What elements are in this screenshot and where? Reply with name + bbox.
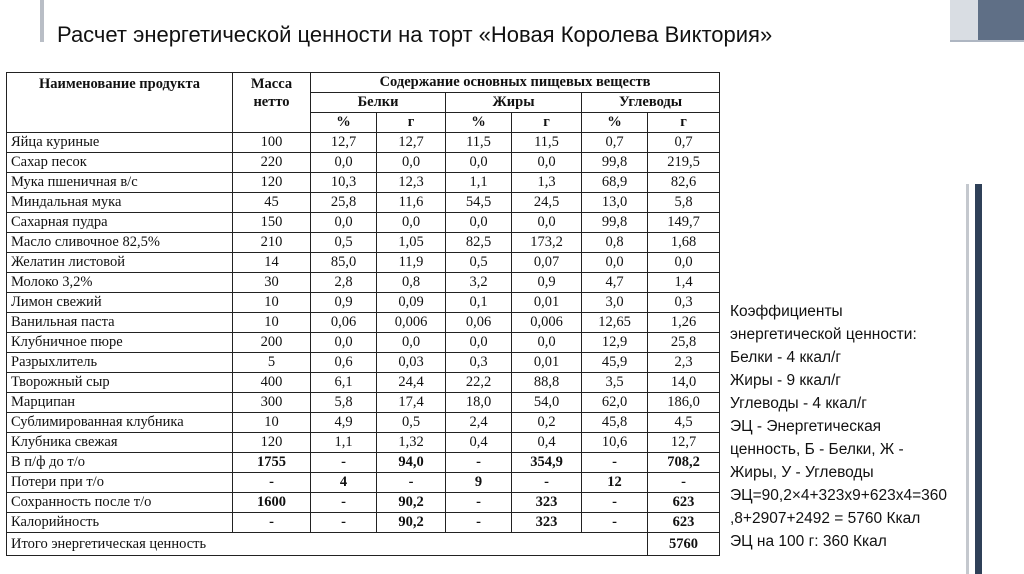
cell-carbs-g: 0,3 [648,293,720,313]
decor-line-top-right [950,40,1024,42]
cell-carbs-pct: 62,0 [582,393,648,413]
table-row [7,193,720,213]
table-row [7,213,720,233]
cell-carbs-g: 623 [648,493,720,513]
cell-fats-pct: 0,0 [446,333,512,353]
cell-mass: 120 [233,173,311,193]
header-proteins: Белки [311,93,446,113]
cell-carbs-pct: 68,9 [582,173,648,193]
cell-product-name: Творожный сыр [7,373,233,393]
cell-carbs-g: 186,0 [648,393,720,413]
cell-carbs-pct: 45,9 [582,353,648,373]
cell-mass: 300 [233,393,311,413]
cell-proteins-g: 11,9 [377,253,446,273]
cell-proteins-pct: 0,0 [311,213,377,233]
cell-product-name: Масло сливочное 82,5% [7,233,233,253]
cell-fats-pct: 0,1 [446,293,512,313]
cell-fats-pct: 2,4 [446,413,512,433]
cell-product-name: Лимон свежий [7,293,233,313]
cell-carbs-g: 219,5 [648,153,720,173]
table-row [7,473,720,493]
cell-proteins-pct: - [311,453,377,473]
cell-carbs-pct: 3,5 [582,373,648,393]
cell-proteins-g: 0,09 [377,293,446,313]
cell-fats-g: 0,01 [512,293,582,313]
cell-proteins-g: 94,0 [377,453,446,473]
cell-fats-g: 0,4 [512,433,582,453]
coefficient-line: ЭЦ=90,2×4+323x9+623x4=360 [730,487,947,504]
cell-carbs-pct: 45,8 [582,413,648,433]
cell-proteins-g: 1,05 [377,233,446,253]
cell-carbs-pct: 0,7 [582,133,648,153]
cell-proteins-g: 12,7 [377,133,446,153]
cell-carbs-pct: 4,7 [582,273,648,293]
table-row [7,313,720,333]
cell-product-name: Калорийность [7,513,233,533]
cell-product-name: Потери при т/о [7,473,233,493]
header-fats-pct: % [446,113,512,133]
cell-proteins-pct: 10,3 [311,173,377,193]
cell-carbs-g: 25,8 [648,333,720,353]
cell-fats-pct: 0,5 [446,253,512,273]
cell-fats-g: - [512,473,582,493]
cell-proteins-g: 0,8 [377,273,446,293]
cell-proteins-pct: 12,7 [311,133,377,153]
cell-carbs-pct: 0,0 [582,253,648,273]
total-label: Итого энергетическая ценность [7,533,648,556]
cell-fats-pct: 0,4 [446,433,512,453]
cell-fats-pct: 3,2 [446,273,512,293]
table-row [7,413,720,433]
cell-fats-pct: 0,0 [446,213,512,233]
cell-mass: - [233,513,311,533]
cell-carbs-pct: 99,8 [582,153,648,173]
header-product-name: Наименование продукта [7,73,233,133]
cell-carbs-g: 12,7 [648,433,720,453]
cell-fats-g: 0,0 [512,213,582,233]
decor-bar-top-left [40,0,44,42]
cell-proteins-pct: 85,0 [311,253,377,273]
cell-fats-pct: - [446,493,512,513]
cell-fats-g: 0,006 [512,313,582,333]
cell-carbs-g: - [648,473,720,493]
cell-proteins-pct: 0,06 [311,313,377,333]
cell-proteins-g: 11,6 [377,193,446,213]
cell-mass: 14 [233,253,311,273]
cell-fats-g: 24,5 [512,193,582,213]
cell-proteins-g: 0,5 [377,413,446,433]
cell-carbs-pct: 13,0 [582,193,648,213]
table-row [7,253,720,273]
cell-proteins-g: - [377,473,446,493]
cell-product-name: Миндальная мука [7,193,233,213]
cell-proteins-g: 0,0 [377,153,446,173]
cell-proteins-pct: 4,9 [311,413,377,433]
cell-product-name: Сохранность после т/о [7,493,233,513]
cell-carbs-g: 1,26 [648,313,720,333]
cell-carbs-g: 623 [648,513,720,533]
coefficient-line: Жиры - 9 ккал/г [730,372,841,389]
cell-fats-g: 0,0 [512,333,582,353]
cell-proteins-pct: 25,8 [311,193,377,213]
cell-proteins-g: 0,0 [377,333,446,353]
cell-carbs-g: 4,5 [648,413,720,433]
cell-carbs-g: 0,7 [648,133,720,153]
cell-product-name: Клубничное пюре [7,333,233,353]
table-row [7,353,720,373]
cell-fats-g: 354,9 [512,453,582,473]
cell-mass: 10 [233,293,311,313]
coefficient-line: ЭЦ на 100 г: 360 Ккал [730,533,887,550]
cell-carbs-pct: 12,9 [582,333,648,353]
cell-mass: 400 [233,373,311,393]
cell-fats-pct: - [446,513,512,533]
coefficient-line: ,8+2907+2492 = 5760 Ккал [730,510,921,527]
cell-product-name: Разрыхлитель [7,353,233,373]
table-row [7,233,720,253]
cell-carbs-g: 5,8 [648,193,720,213]
cell-carbs-pct: 12 [582,473,648,493]
cell-fats-pct: 22,2 [446,373,512,393]
header-carbs-pct: % [582,113,648,133]
cell-product-name: Мука пшеничная в/с [7,173,233,193]
coefficient-line: Коэффициенты [730,303,843,320]
cell-mass: 10 [233,313,311,333]
cell-carbs-pct: 12,65 [582,313,648,333]
cell-fats-pct: 0,06 [446,313,512,333]
cell-fats-pct: 1,1 [446,173,512,193]
cell-carbs-pct: 0,8 [582,233,648,253]
coefficient-line: ЭЦ - Энергетическая [730,418,882,435]
cell-product-name: Сахарная пудра [7,213,233,233]
cell-product-name: Ванильная паста [7,313,233,333]
cell-fats-pct: 18,0 [446,393,512,413]
cell-fats-g: 88,8 [512,373,582,393]
cell-carbs-pct: - [582,513,648,533]
cell-product-name: Клубника свежая [7,433,233,453]
table-row [7,493,720,513]
cell-proteins-pct: 4 [311,473,377,493]
header-nutrient-content: Содержание основных пищевых веществ [311,73,720,93]
cell-mass: - [233,473,311,493]
total-value: 5760 [648,533,720,556]
cell-fats-g: 54,0 [512,393,582,413]
coefficient-line: Белки - 4 ккал/г [730,349,841,366]
cell-proteins-pct: 0,9 [311,293,377,313]
cell-proteins-pct: 0,0 [311,333,377,353]
cell-mass: 200 [233,333,311,353]
table-row [7,373,720,393]
cell-proteins-g: 24,4 [377,373,446,393]
coefficient-line: энергетической ценности: [730,326,917,343]
cell-fats-g: 0,9 [512,273,582,293]
cell-fats-g: 323 [512,493,582,513]
cell-proteins-g: 0,03 [377,353,446,373]
cell-fats-g: 1,3 [512,173,582,193]
cell-proteins-pct: 6,1 [311,373,377,393]
cell-proteins-g: 90,2 [377,513,446,533]
cell-product-name: Яйца куриные [7,133,233,153]
cell-fats-g: 0,07 [512,253,582,273]
cell-mass: 220 [233,153,311,173]
cell-proteins-pct: 1,1 [311,433,377,453]
table-row [7,513,720,533]
cell-fats-g: 323 [512,513,582,533]
cell-product-name: Марципан [7,393,233,413]
table-row [7,133,720,153]
cell-carbs-g: 1,4 [648,273,720,293]
cell-proteins-g: 0,0 [377,213,446,233]
table-row [7,293,720,313]
cell-fats-g: 173,2 [512,233,582,253]
decor-bar-right-thin [966,184,969,574]
cell-proteins-pct: - [311,493,377,513]
coefficient-line: ценность, Б - Белки, Ж - [730,441,904,458]
cell-proteins-g: 0,006 [377,313,446,333]
cell-proteins-g: 12,3 [377,173,446,193]
header-carbs-g: г [648,113,720,133]
decor-bar-right-dark [975,184,982,574]
slide-title: Расчет энергетической ценности на торт «Новая Королева Виктория» [57,22,773,47]
cell-carbs-g: 1,68 [648,233,720,253]
cell-mass: 150 [233,213,311,233]
cell-proteins-pct: 0,0 [311,153,377,173]
cell-fats-g: 0,0 [512,153,582,173]
cell-mass: 120 [233,433,311,453]
cell-fats-pct: 82,5 [446,233,512,253]
table-row-total [7,533,720,556]
cell-product-name: Сахар песок [7,153,233,173]
cell-product-name: Сублимированная клубника [7,413,233,433]
cell-mass: 210 [233,233,311,253]
cell-mass: 5 [233,353,311,373]
header-fats-g: г [512,113,582,133]
cell-mass: 10 [233,413,311,433]
header-carbohydrates: Углеводы [582,93,720,113]
cell-carbs-g: 0,0 [648,253,720,273]
cell-carbs-g: 2,3 [648,353,720,373]
cell-fats-pct: 11,5 [446,133,512,153]
cell-carbs-g: 708,2 [648,453,720,473]
table-row [7,173,720,193]
cell-carbs-g: 149,7 [648,213,720,233]
table-row [7,393,720,413]
coefficient-line: Углеводы - 4 ккал/г [730,395,867,412]
cell-carbs-pct: 99,8 [582,213,648,233]
cell-carbs-pct: 3,0 [582,293,648,313]
cell-mass: 30 [233,273,311,293]
cell-mass: 45 [233,193,311,213]
cell-fats-g: 0,2 [512,413,582,433]
cell-proteins-pct: 2,8 [311,273,377,293]
table-row [7,333,720,353]
header-proteins-g: г [377,113,446,133]
cell-product-name: Желатин листовой [7,253,233,273]
cell-proteins-pct: 0,6 [311,353,377,373]
cell-proteins-g: 17,4 [377,393,446,413]
coefficients-panel [730,300,966,553]
header-fats: Жиры [446,93,582,113]
cell-fats-pct: - [446,453,512,473]
cell-product-name: Молоко 3,2% [7,273,233,293]
cell-product-name: В п/ф до т/о [7,453,233,473]
cell-mass: 100 [233,133,311,153]
cell-carbs-g: 14,0 [648,373,720,393]
header-mass: Масса нетто [233,73,311,133]
cell-proteins-pct: - [311,513,377,533]
coefficient-line: Жиры, У - Углеводы [730,464,874,481]
cell-carbs-pct: - [582,453,648,473]
cell-mass: 1755 [233,453,311,473]
cell-proteins-g: 1,32 [377,433,446,453]
cell-proteins-pct: 0,5 [311,233,377,253]
table-row [7,453,720,473]
nutrition-table [6,72,720,556]
table-row [7,273,720,293]
cell-fats-pct: 9 [446,473,512,493]
cell-fats-g: 11,5 [512,133,582,153]
cell-carbs-pct: - [582,493,648,513]
table-row [7,153,720,173]
cell-proteins-pct: 5,8 [311,393,377,413]
cell-fats-pct: 0,3 [446,353,512,373]
cell-proteins-g: 90,2 [377,493,446,513]
cell-fats-g: 0,01 [512,353,582,373]
cell-carbs-g: 82,6 [648,173,720,193]
table-row [7,433,720,453]
cell-mass: 1600 [233,493,311,513]
cell-fats-pct: 0,0 [446,153,512,173]
decor-block-top-right-dark [978,0,1024,40]
header-proteins-pct: % [311,113,377,133]
cell-carbs-pct: 10,6 [582,433,648,453]
cell-fats-pct: 54,5 [446,193,512,213]
